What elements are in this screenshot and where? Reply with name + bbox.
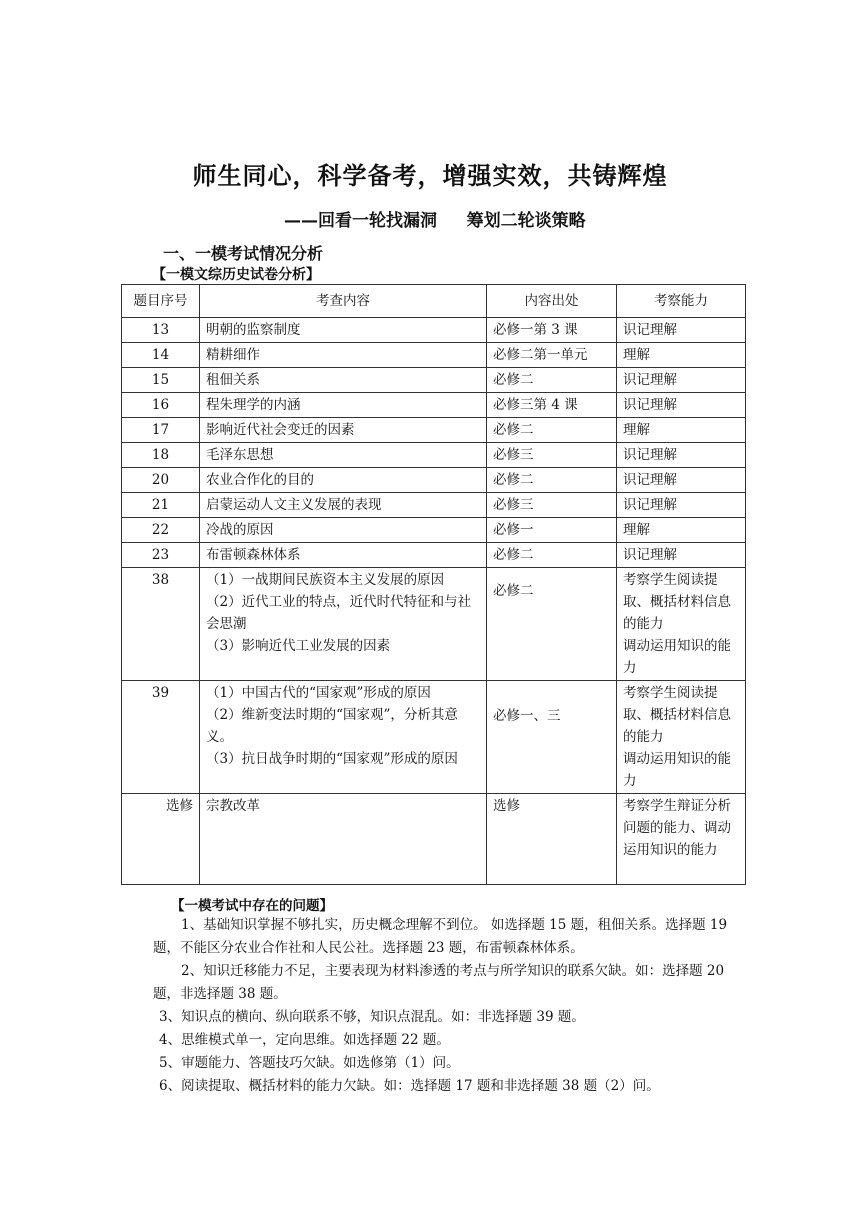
ability-cell: 识记理解 [617,368,746,393]
table-header-row [122,285,746,318]
table-row [122,318,746,343]
problem-item: 2、知识迁移能力不足，主要表现为材料渗透的考点与所学知识的联系欠缺。如：选择题 20 题，非选择题 38 题。 [153,963,725,1002]
source-cell: 必修三 [487,443,617,468]
page-title: 师生同心，科学备考，增强实效，共铸辉煌 [192,162,668,190]
table-row [122,794,746,885]
exam-analysis-table [121,284,746,885]
header-ability: 考察能力 [617,285,746,318]
source-cell: 必修三第 4 课 [487,393,617,418]
question-number: 39 [122,681,200,794]
source-cell: 必修一第 3 课 [487,318,617,343]
question-number: 15 [122,368,200,393]
question-number: 38 [122,568,200,681]
ability-line: 调动运用知识的能力 [623,751,731,789]
source-cell: 必修二 [487,468,617,493]
content-cell: 租佃关系 [200,368,487,393]
ability-cell: 考察学生辩证分析问题的能力、调动运用知识的能力 [617,794,746,885]
source-cell: 必修三 [487,493,617,518]
table-row [122,568,746,681]
table-row [122,343,746,368]
content-cell: 宗教改革 [200,794,487,885]
table-row [122,418,746,443]
content-cell [200,568,487,681]
table-row [122,468,746,493]
question-number: 17 [122,418,200,443]
ability-cell: 识记理解 [617,493,746,518]
ability-cell: 识记理解 [617,318,746,343]
problem-item: 4、思维模式单一，定向思维。如选择题 22 题。 [159,1032,450,1048]
table-row [122,543,746,568]
ability-cell: 理解 [617,343,746,368]
table-row [122,493,746,518]
content-cell: 农业合作化的目的 [200,468,487,493]
source-cell: 必修二 [487,543,617,568]
content-cell: 程朱理学的内涵 [200,393,487,418]
header-question-number: 题目序号 [122,285,200,318]
problem-item: 5、审题能力、答题技巧欠缺。如选修第（1）问。 [159,1055,460,1071]
content-cell: 启蒙运动人文主义发展的表现 [200,493,487,518]
ability-cell: 识记理解 [617,543,746,568]
question-number: 18 [122,443,200,468]
source-cell: 必修二 [487,418,617,443]
table-row [122,368,746,393]
ability-cell: 理解 [617,518,746,543]
content-line: （1）一战期间民族资本主义发展的原因 [206,572,445,588]
question-number: 22 [122,518,200,543]
table-row [122,443,746,468]
ability-cell: 识记理解 [617,393,746,418]
ability-line: 考察学生阅读提取、概括材料信息的能力 [623,572,731,632]
problem-item: 1、基础知识掌握不够扎实，历史概念理解不到位。 如选择题 15 题，租佃关系。选择题 19 题，不能区分农业合作社和人民公社。选择题 23 题，布雷顿森林体系。 [153,917,728,956]
question-number: 16 [122,393,200,418]
table-row [122,681,746,794]
content-line: （3）抗日战争时期的“国家观”形成的原因 [206,751,458,767]
question-number: 21 [122,493,200,518]
source-cell: 必修二第一单元 [487,343,617,368]
problems-heading: 【一模考试中存在的问题】 [171,898,333,914]
content-cell: 毛泽东思想 [200,443,487,468]
question-number: 选修 [122,794,200,885]
table-caption: 【一模文综历史试卷分析】 [152,267,320,283]
question-number: 13 [122,318,200,343]
source-cell: 必修一、三 [487,681,617,794]
content-cell: 影响近代社会变迁的因素 [200,418,487,443]
question-number: 23 [122,543,200,568]
content-cell: 冷战的原因 [200,518,487,543]
content-cell: 明朝的监察制度 [200,318,487,343]
ability-cell [617,568,746,681]
ability-line: 考察学生阅读提取、概括材料信息的能力 [623,685,731,745]
question-number: 20 [122,468,200,493]
ability-cell: 理解 [617,418,746,443]
content-line: （1）中国古代的“国家观”形成的原因 [206,685,431,701]
content-line: （3）影响近代工业发展的因素 [206,638,391,654]
problem-item: 3、知识点的横向、纵向联系不够，知识点混乱。如：非选择题 39 题。 [159,1009,585,1025]
ability-cell: 识记理解 [617,443,746,468]
content-line: （2）维新变法时期的“国家观”，分析其意义。 [206,707,458,745]
table-row [122,393,746,418]
table-row [122,518,746,543]
content-cell: 精耕细作 [200,343,487,368]
source-cell: 选修 [487,794,617,885]
header-source: 内容出处 [487,285,617,318]
content-cell: 布雷顿森林体系 [200,543,487,568]
source-cell: 必修二 [487,568,617,681]
ability-cell [617,681,746,794]
source-cell: 必修一 [487,518,617,543]
content-cell [200,681,487,794]
page-subtitle: ——回看一轮找漏洞 筹划二轮谈策略 [284,211,586,231]
ability-line: 调动运用知识的能力 [623,638,731,676]
problem-item: 6、阅读提取、概括材料的能力欠缺。如：选择题 17 题和非选择题 38 题（2）问。 [159,1078,660,1094]
problems-list [153,914,743,1098]
source-cell: 必修二 [487,368,617,393]
ability-cell: 识记理解 [617,468,746,493]
section-heading: 一、一模考试情况分析 [163,244,324,263]
header-content: 考查内容 [200,285,487,318]
content-line: （2）近代工业的特点，近代时代特征和与社会思潮 [206,594,472,632]
question-number: 14 [122,343,200,368]
